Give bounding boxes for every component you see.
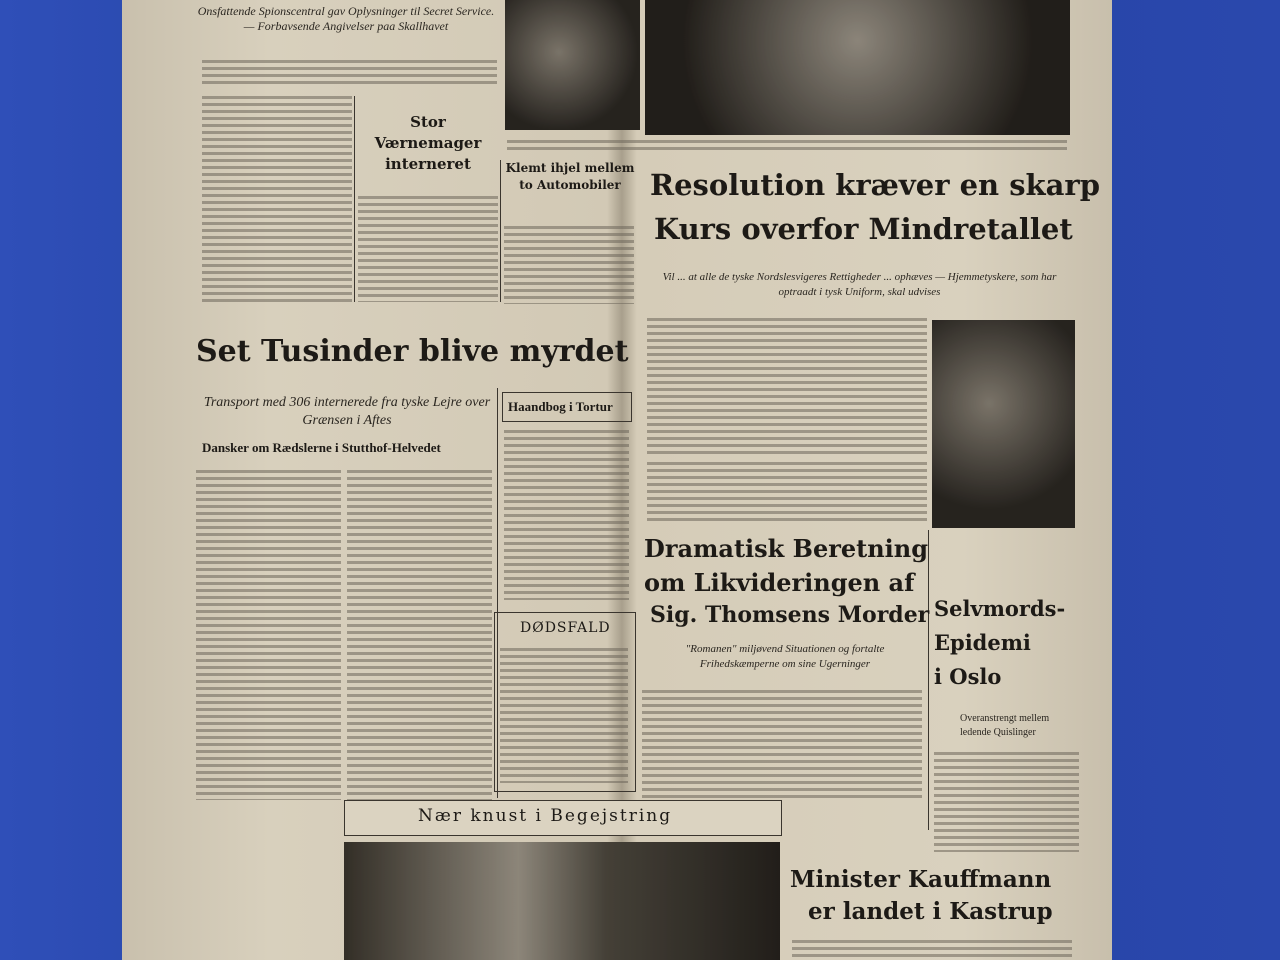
- resolution-headline-2: Kurs overfor Mindretallet: [654, 212, 1073, 246]
- column-rule: [928, 530, 929, 830]
- top-story-subhead: Onsfattende Spionscentral gav Oplysninger til Secret Service. — Forbavsende Angivelser paa Skallhavet: [197, 4, 495, 33]
- soldiers-photo: [932, 320, 1075, 528]
- dramatic-headline-2: om Likvideringen af: [644, 568, 915, 597]
- photo-caption-text: [507, 140, 1067, 154]
- body-text: [934, 752, 1079, 852]
- body-text: [202, 96, 352, 302]
- minister-headline-2: er landet i Kastrup: [808, 898, 1053, 925]
- body-text: [196, 470, 341, 800]
- top-center-photo: [645, 0, 1070, 135]
- body-text: [202, 60, 497, 88]
- dramatic-headline-3: Sig. Thomsens Morder: [650, 602, 930, 628]
- obituary-headline: DØDSFALD: [520, 620, 611, 636]
- oslo-headline-1: Selvmords-: [934, 596, 1066, 621]
- resolution-headline-1: Resolution kræver en skarp: [650, 168, 1100, 202]
- side-story-2-headline: Klemt ihjel mellem to Automobiler: [505, 161, 635, 192]
- body-text: [647, 462, 927, 522]
- photo-caption-headline: Nær knust i Begejstring: [418, 806, 673, 826]
- column-rule: [354, 96, 355, 302]
- body-text: [642, 690, 922, 800]
- body-text: [504, 430, 629, 600]
- body-text: [647, 318, 927, 458]
- main-section-head: Dansker om Rædslerne i Stutthof-Helvedet: [202, 440, 441, 455]
- top-left-photo: [505, 0, 640, 130]
- crowd-photo: [344, 842, 780, 960]
- dramatic-headline-1: Dramatisk Beretning: [644, 534, 929, 563]
- oslo-headline-2: Epidemi: [934, 630, 1031, 655]
- side-story-3-headline: Haandbog i Tortur: [508, 399, 613, 414]
- side-story-1-headline: Stor Værnemager interneret: [374, 113, 482, 173]
- body-text: [358, 196, 498, 302]
- main-subhead: Transport med 306 internerede fra tyske Lejre over Grænsen i Aftes: [203, 395, 491, 428]
- body-text: [504, 226, 634, 304]
- column-rule: [500, 160, 501, 302]
- resolution-subhead: Vil ... at alle de tyske Nordslesvigeres Rettigheder ... ophæves — Hjemmetyskere, som har optraadt i tysk Uniform, skal udvises: [662, 271, 1057, 298]
- main-headline: Set Tusinder blive myrdet: [196, 334, 629, 369]
- body-text: [500, 648, 628, 783]
- newspaper-page: [122, 0, 1112, 960]
- dramatic-subhead: "Romanen" miljøvend Situationen og fortalte Frihedskæmperne om sine Ugerninger: [685, 643, 885, 670]
- minister-headline-1: Minister Kauffmann: [790, 866, 1052, 893]
- body-text: [792, 940, 1072, 960]
- body-text: [347, 470, 492, 800]
- oslo-headline-3: i Oslo: [934, 664, 1002, 689]
- oslo-subhead: Overanstrengt mellem ledende Quislinger: [960, 713, 1050, 738]
